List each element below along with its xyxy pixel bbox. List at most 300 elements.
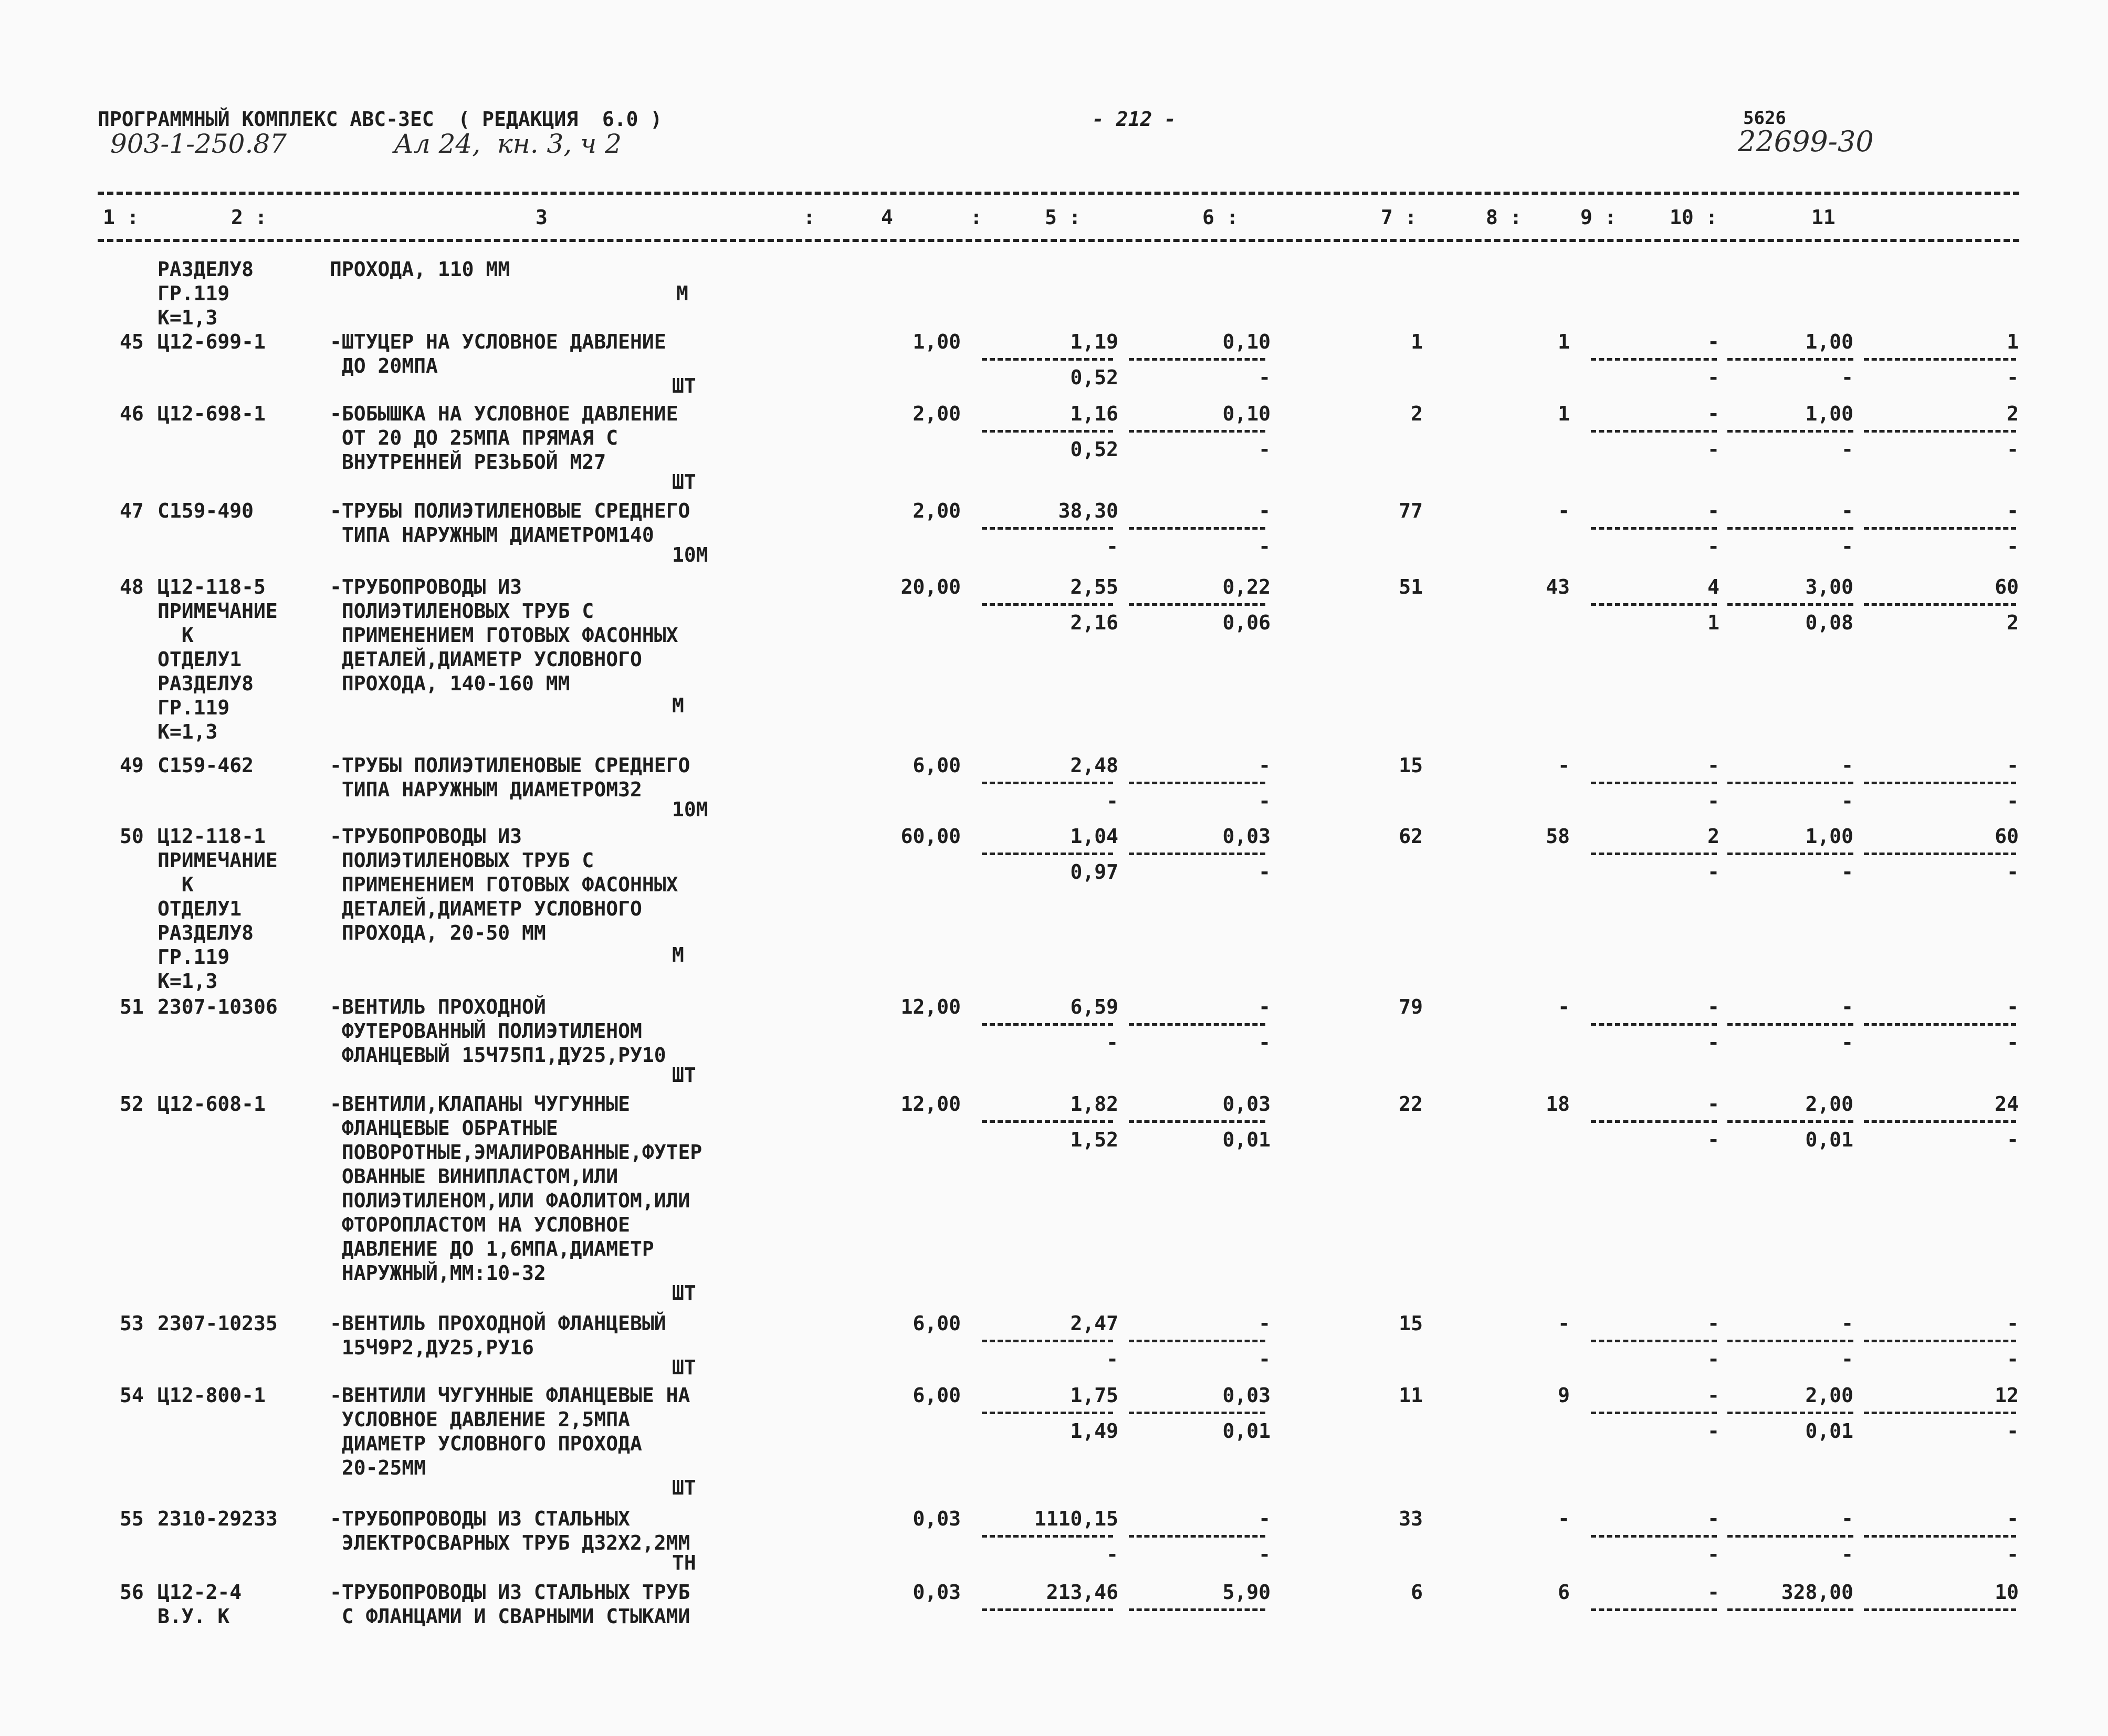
intro-left-3: К=1,3 <box>158 306 218 329</box>
cell-c6b: 0,01 <box>1222 1128 1271 1151</box>
cell-c6: - <box>1258 1312 1271 1335</box>
cell-c9b: - <box>1707 1543 1719 1566</box>
album-reference: Ал 24, кн. 3, ч 2 <box>394 129 622 159</box>
separator-c6 <box>1129 603 1265 606</box>
cell-c8: 43 <box>1546 575 1570 598</box>
row-unit: М <box>672 694 684 717</box>
row-code: 2307-10235 <box>158 1312 278 1335</box>
cell-c11b: - <box>2007 790 2019 813</box>
cell-c9b: - <box>1707 1419 1719 1443</box>
cell-c10b: - <box>1841 438 1853 461</box>
cell-c5b: 1,52 <box>1070 1128 1118 1151</box>
cell-c9: 4 <box>1707 575 1719 598</box>
header-bottom-rule <box>98 239 2019 242</box>
cell-c4: 60,00 <box>900 825 961 848</box>
row-description: ВНУТРЕННЕЙ РЕЗЬБОЙ М27 <box>330 450 606 474</box>
separator-c10 <box>1727 1340 1853 1342</box>
cell-c5: 213,46 <box>1046 1581 1118 1604</box>
cell-c5b: 1,49 <box>1070 1419 1118 1443</box>
row-description: -ВЕНТИЛЬ ПРОХОДНОЙ <box>330 995 546 1018</box>
row-description: -ВЕНТИЛИ ЧУГУННЫЕ ФЛАНЦЕВЫЕ НА <box>330 1384 690 1407</box>
cell-c9b: - <box>1707 366 1719 389</box>
separator-c11 <box>1864 430 2016 433</box>
cell-c5b: 0,97 <box>1070 860 1118 883</box>
separator-c5 <box>982 603 1113 606</box>
separator-c11 <box>1864 527 2016 530</box>
cell-c4: 2,00 <box>913 499 961 522</box>
top-rule <box>98 192 2019 195</box>
separator-c10 <box>1727 853 1853 855</box>
separator-c5 <box>982 853 1113 855</box>
cell-c8: - <box>1558 1507 1570 1530</box>
cell-c4: 0,03 <box>913 1507 961 1530</box>
row-left-note: РАЗДЕЛУ8 <box>158 672 254 695</box>
cell-c9: - <box>1707 1507 1719 1530</box>
separator-c5 <box>982 1340 1113 1342</box>
cell-c11: - <box>2007 1312 2019 1335</box>
cell-c4: 6,00 <box>913 1384 961 1407</box>
cell-c6: 5,90 <box>1222 1581 1271 1604</box>
row-description: ОВАННЫЕ ВИНИПЛАСТОМ,ИЛИ <box>330 1165 618 1188</box>
cell-c9b: - <box>1707 860 1719 883</box>
row-unit: М <box>672 943 684 966</box>
code-top: 5626 <box>1743 108 1786 129</box>
row-description: -ТРУБОПРОВОДЫ ИЗ <box>330 575 522 598</box>
row-description: УСЛОВНОЕ ДАВЛЕНИЕ 2,5МПА <box>330 1408 630 1431</box>
separator-c5 <box>982 1535 1113 1538</box>
separator-c5 <box>982 430 1113 433</box>
row-left-note: РАЗДЕЛУ8 <box>158 921 254 944</box>
row-number: 55 <box>120 1507 144 1530</box>
row-code: С159-462 <box>158 754 254 777</box>
row-unit: ШТ <box>672 1476 696 1499</box>
page-number: - 212 - <box>1092 108 1177 131</box>
column-header-3: 3 <box>536 206 548 229</box>
separator-c9 <box>1591 430 1717 433</box>
separator-c6 <box>1129 1340 1265 1342</box>
cell-c8: - <box>1558 499 1570 522</box>
cell-c7: 22 <box>1399 1092 1423 1116</box>
row-number: 49 <box>120 754 144 777</box>
separator-c9 <box>1591 853 1717 855</box>
cell-c7: 15 <box>1399 1312 1423 1335</box>
row-description: ФЛАНЦЕВЫЕ ОБРАТНЫЕ <box>330 1117 558 1140</box>
row-code: Ц12-699-1 <box>158 330 266 353</box>
row-unit: 10М <box>672 798 708 821</box>
cell-c6b: - <box>1258 1348 1271 1371</box>
cell-c4: 0,03 <box>913 1581 961 1604</box>
row-number: 48 <box>120 575 144 598</box>
row-number: 45 <box>120 330 144 353</box>
row-number: 54 <box>120 1384 144 1407</box>
separator-c10 <box>1727 527 1853 530</box>
cell-c8: 1 <box>1558 330 1570 353</box>
separator-c9 <box>1591 527 1717 530</box>
row-unit: ШТ <box>672 1356 696 1379</box>
separator-c9 <box>1591 782 1717 784</box>
cell-c6b: - <box>1258 438 1271 461</box>
row-left-note: ПРИМЕЧАНИЕ <box>158 849 278 872</box>
column-header-10: 8 : <box>1486 206 1522 229</box>
cell-c5: 1,04 <box>1070 825 1118 848</box>
separator-c6 <box>1129 1412 1265 1414</box>
row-number: 47 <box>120 499 144 522</box>
cell-c9b: - <box>1707 790 1719 813</box>
separator-c6 <box>1129 1608 1265 1611</box>
cell-c8: 9 <box>1558 1384 1570 1407</box>
cell-c7: 1 <box>1411 330 1423 353</box>
column-header-1: 1 : <box>103 206 139 229</box>
row-description: -ТРУБОПРОВОДЫ ИЗ <box>330 825 522 848</box>
cell-c6: - <box>1258 995 1271 1018</box>
cell-c6: - <box>1258 499 1271 522</box>
cell-c7: 15 <box>1399 754 1423 777</box>
column-header-6: : <box>970 206 982 229</box>
row-left-note: К=1,3 <box>158 970 218 993</box>
intro-unit: М <box>676 282 688 305</box>
cell-c11b: - <box>2007 438 2019 461</box>
cell-c8: - <box>1558 1312 1570 1335</box>
separator-c9 <box>1591 1023 1717 1026</box>
cell-c5b: 2,16 <box>1070 611 1118 634</box>
cell-c8: 58 <box>1546 825 1570 848</box>
cell-c10b: - <box>1841 535 1853 558</box>
cell-c9b: 1 <box>1707 611 1719 634</box>
row-description: ДИАМЕТР УСЛОВНОГО ПРОХОДА <box>330 1432 642 1455</box>
cell-c11b: - <box>2007 1128 2019 1151</box>
row-description: ТИПА НАРУЖНЫМ ДИАМЕТРОМ140 <box>330 523 654 546</box>
row-code: Ц12-2-4 <box>158 1581 242 1604</box>
column-header-5: 4 <box>881 206 893 229</box>
cell-c11: 60 <box>1995 825 2019 848</box>
separator-c6 <box>1129 358 1265 361</box>
cell-c10b: 0,08 <box>1805 611 1853 634</box>
cell-c5: 38,30 <box>1058 499 1118 522</box>
row-description: ЭЛЕКТРОСВАРНЫХ ТРУБ Д32Х2,2ММ <box>330 1531 690 1554</box>
column-header-8: 6 : <box>1202 206 1239 229</box>
cell-c11: - <box>2007 499 2019 522</box>
cell-c10: - <box>1841 995 1853 1018</box>
intro-left-1: РАЗДЕЛУ8 <box>158 258 254 281</box>
row-description: ПОЛИЭТИЛЕНОВЫХ ТРУБ С <box>330 599 594 623</box>
separator-c10 <box>1727 1023 1853 1026</box>
separator-c5 <box>982 782 1113 784</box>
separator-c10 <box>1727 1412 1853 1414</box>
separator-c11 <box>1864 782 2016 784</box>
cell-c6b: - <box>1258 366 1271 389</box>
row-number: 53 <box>120 1312 144 1335</box>
cell-c8: 1 <box>1558 402 1570 425</box>
cell-c11b: - <box>2007 1348 2019 1371</box>
intro-left-2: ГР.119 <box>158 282 230 305</box>
cell-c10: 2,00 <box>1805 1092 1853 1116</box>
cell-c5: 2,47 <box>1070 1312 1118 1335</box>
cell-c9: - <box>1707 330 1719 353</box>
cell-c9: - <box>1707 754 1719 777</box>
separator-c11 <box>1864 603 2016 606</box>
row-description: 15Ч9Р2,ДУ25,РУ16 <box>330 1336 534 1359</box>
separator-c6 <box>1129 1535 1265 1538</box>
row-description: ПОЛИЭТИЛЕНОМ,ИЛИ ФАОЛИТОМ,ИЛИ <box>330 1189 690 1212</box>
separator-c10 <box>1727 603 1853 606</box>
cell-c4: 12,00 <box>900 1092 961 1116</box>
doc-reference: 903-1-250.87 <box>110 129 287 159</box>
program-title: ПРОГРАММНЫЙ КОМПЛЕКС АВС-ЗЕС ( РЕДАКЦИЯ 6.0 ) <box>98 108 663 131</box>
column-header-13: 11 <box>1811 206 1836 229</box>
column-header-4: : <box>803 206 815 229</box>
row-description: ПОЛИЭТИЛЕНОВЫХ ТРУБ С <box>330 849 594 872</box>
row-code: Ц12-118-5 <box>158 575 266 598</box>
row-code: 2310-29233 <box>158 1507 278 1530</box>
cell-c9: - <box>1707 499 1719 522</box>
column-header-2: 2 : <box>231 206 267 229</box>
row-description: -БОБЫШКА НА УСЛОВНОЕ ДАВЛЕНИЕ <box>330 402 678 425</box>
cell-c9: - <box>1707 1384 1719 1407</box>
cell-c10b: 0,01 <box>1805 1419 1853 1443</box>
separator-c11 <box>1864 1120 2016 1123</box>
cell-c6: - <box>1258 754 1271 777</box>
separator-c5 <box>982 1120 1113 1123</box>
row-description: ПРИМЕНЕНИЕМ ГОТОВЫХ ФАСОННЫХ <box>330 873 678 896</box>
separator-c9 <box>1591 1340 1717 1342</box>
cell-c7: 62 <box>1399 825 1423 848</box>
row-description: ПРИМЕНЕНИЕМ ГОТОВЫХ ФАСОННЫХ <box>330 624 678 647</box>
row-description: ПРОХОДА, 20-50 ММ <box>330 921 546 944</box>
separator-c5 <box>982 1608 1113 1611</box>
cell-c6b: - <box>1258 1031 1271 1054</box>
code-bottom: 22699-30 <box>1738 125 1874 158</box>
separator-c5 <box>982 1023 1113 1026</box>
cell-c5: 1,75 <box>1070 1384 1118 1407</box>
row-description: -ВЕНТИЛЬ ПРОХОДНОЙ ФЛАНЦЕВЫЙ <box>330 1312 666 1335</box>
separator-c9 <box>1591 1535 1717 1538</box>
cell-c10b: - <box>1841 1543 1853 1566</box>
row-number: 50 <box>120 825 144 848</box>
cell-c6b: - <box>1258 790 1271 813</box>
cell-c11: 24 <box>1995 1092 2019 1116</box>
cell-c4: 20,00 <box>900 575 961 598</box>
row-description: ДЕТАЛЕЙ,ДИАМЕТР УСЛОВНОГО <box>330 897 642 920</box>
cell-c9b: - <box>1707 1348 1719 1371</box>
cell-c11b: 2 <box>2007 611 2019 634</box>
cell-c9b: - <box>1707 1128 1719 1151</box>
cell-c7: 6 <box>1411 1581 1423 1604</box>
cell-c6b: - <box>1258 535 1271 558</box>
cell-c10b: - <box>1841 1348 1853 1371</box>
cell-c11: 1 <box>2007 330 2019 353</box>
cell-c4: 1,00 <box>913 330 961 353</box>
cell-c10: - <box>1841 1312 1853 1335</box>
separator-c6 <box>1129 1120 1265 1123</box>
row-left-note: ОТДЕЛУ1 <box>158 648 242 671</box>
cell-c9: - <box>1707 995 1719 1018</box>
row-description: -ШТУЦЕР НА УСЛОВНОЕ ДАВЛЕНИЕ <box>330 330 666 353</box>
row-unit: ТН <box>672 1551 696 1574</box>
row-description: -ВЕНТИЛИ,КЛАПАНЫ ЧУГУННЫЕ <box>330 1092 630 1116</box>
cell-c9: - <box>1707 402 1719 425</box>
cell-c10: 2,00 <box>1805 1384 1853 1407</box>
row-description: -ТРУБЫ ПОЛИЭТИЛЕНОВЫЕ СРЕДНЕГО <box>330 499 690 522</box>
row-description: ДО 20МПА <box>330 354 438 377</box>
cell-c5: 6,59 <box>1070 995 1118 1018</box>
cell-c11b: - <box>2007 366 2019 389</box>
row-left-note: К <box>158 873 194 896</box>
column-header-9: 7 : <box>1381 206 1417 229</box>
row-unit: ШТ <box>672 1281 696 1304</box>
cell-c5: 1,82 <box>1070 1092 1118 1116</box>
separator-c10 <box>1727 358 1853 361</box>
cell-c5b: - <box>1106 1543 1118 1566</box>
row-unit: 10М <box>672 543 708 566</box>
row-description: -ТРУБОПРОВОДЫ ИЗ СТАЛЬНЫХ ТРУБ <box>330 1581 690 1604</box>
separator-c6 <box>1129 853 1265 855</box>
cell-c5: 2,55 <box>1070 575 1118 598</box>
cell-c6: 0,03 <box>1222 825 1271 848</box>
cell-c7: 11 <box>1399 1384 1423 1407</box>
separator-c6 <box>1129 430 1265 433</box>
row-description: -ТРУБОПРОВОДЫ ИЗ СТАЛЬНЫХ <box>330 1507 630 1530</box>
cell-c5b: - <box>1106 1348 1118 1371</box>
cell-c4: 2,00 <box>913 402 961 425</box>
separator-c11 <box>1864 1608 2016 1611</box>
separator-c11 <box>1864 1535 2016 1538</box>
cell-c9b: - <box>1707 438 1719 461</box>
cell-c10: 1,00 <box>1805 330 1853 353</box>
cell-c11b: - <box>2007 860 2019 883</box>
cell-c4: 6,00 <box>913 1312 961 1335</box>
cell-c9: - <box>1707 1312 1719 1335</box>
cell-c5b: 0,52 <box>1070 366 1118 389</box>
separator-c9 <box>1591 358 1717 361</box>
cell-c11: 60 <box>1995 575 2019 598</box>
cell-c4: 12,00 <box>900 995 961 1018</box>
cell-c7: 33 <box>1399 1507 1423 1530</box>
cell-c10b: - <box>1841 860 1853 883</box>
row-left-note: В.У. К <box>158 1605 230 1628</box>
column-header-11: 9 : <box>1580 206 1617 229</box>
intro-desc: ПРОХОДА, 110 ММ <box>330 258 510 281</box>
row-description: -ТРУБЫ ПОЛИЭТИЛЕНОВЫЕ СРЕДНЕГО <box>330 754 690 777</box>
cell-c6: 0,10 <box>1222 330 1271 353</box>
row-unit: ШТ <box>672 374 696 397</box>
separator-c5 <box>982 358 1113 361</box>
row-description: ПРОХОДА, 140-160 ММ <box>330 672 570 695</box>
row-description: ПОВОРОТНЫЕ,ЭМАЛИРОВАННЫЕ,ФУТЕР <box>330 1141 702 1164</box>
row-description: НАРУЖНЫЙ,ММ:10-32 <box>330 1261 546 1285</box>
column-header-12: 10 : <box>1670 206 1718 229</box>
cell-c11: 10 <box>1995 1581 2019 1604</box>
row-description: ДЕТАЛЕЙ,ДИАМЕТР УСЛОВНОГО <box>330 648 642 671</box>
cell-c11b: - <box>2007 1419 2019 1443</box>
separator-c11 <box>1864 1340 2016 1342</box>
cell-c7: 77 <box>1399 499 1423 522</box>
row-code: Ц12-800-1 <box>158 1384 266 1407</box>
cell-c9: - <box>1707 1092 1719 1116</box>
row-left-note: ГР.119 <box>158 945 230 969</box>
cell-c4: 6,00 <box>913 754 961 777</box>
cell-c11: - <box>2007 995 2019 1018</box>
cell-c11: 2 <box>2007 402 2019 425</box>
cell-c8: 18 <box>1546 1092 1570 1116</box>
cell-c5: 2,48 <box>1070 754 1118 777</box>
cell-c10: 1,00 <box>1805 402 1853 425</box>
row-number: 52 <box>120 1092 144 1116</box>
row-left-note: ОТДЕЛУ1 <box>158 897 242 920</box>
cell-c10: 3,00 <box>1805 575 1853 598</box>
row-unit: ШТ <box>672 470 696 493</box>
separator-c9 <box>1591 603 1717 606</box>
cell-c10: - <box>1841 499 1853 522</box>
separator-c6 <box>1129 782 1265 784</box>
row-number: 56 <box>120 1581 144 1604</box>
cell-c8: - <box>1558 995 1570 1018</box>
row-code: С159-490 <box>158 499 254 522</box>
cell-c10: 1,00 <box>1805 825 1853 848</box>
row-code: Ц12-608-1 <box>158 1092 266 1116</box>
row-description: 20-25ММ <box>330 1456 426 1479</box>
cell-c11: - <box>2007 1507 2019 1530</box>
row-description: ОТ 20 ДО 25МПА ПРЯМАЯ С <box>330 426 618 449</box>
row-left-note: К=1,3 <box>158 720 218 743</box>
column-header-7: 5 : <box>1045 206 1081 229</box>
cell-c11b: - <box>2007 1543 2019 1566</box>
cell-c6: - <box>1258 1507 1271 1530</box>
row-left-note: ПРИМЕЧАНИЕ <box>158 599 278 623</box>
cell-c8: 6 <box>1558 1581 1570 1604</box>
cell-c6b: 0,01 <box>1222 1419 1271 1443</box>
row-number: 51 <box>120 995 144 1018</box>
cell-c5: 1,16 <box>1070 402 1118 425</box>
row-code: 2307-10306 <box>158 995 278 1018</box>
separator-c9 <box>1591 1120 1717 1123</box>
cell-c10b: - <box>1841 1031 1853 1054</box>
cell-c11: - <box>2007 754 2019 777</box>
cell-c5b: - <box>1106 790 1118 813</box>
cell-c5b: - <box>1106 535 1118 558</box>
cell-c7: 51 <box>1399 575 1423 598</box>
cell-c10: 328,00 <box>1781 1581 1853 1604</box>
row-description: ТИПА НАРУЖНЫМ ДИАМЕТРОМ32 <box>330 778 642 801</box>
row-number: 46 <box>120 402 144 425</box>
separator-c11 <box>1864 358 2016 361</box>
cell-c11b: - <box>2007 535 2019 558</box>
row-description: ФЛАНЦЕВЫЙ 15Ч75П1,ДУ25,РУ10 <box>330 1044 666 1067</box>
cell-c6b: 0,06 <box>1222 611 1271 634</box>
cell-c9: 2 <box>1707 825 1719 848</box>
cell-c7: 79 <box>1399 995 1423 1018</box>
cell-c5b: 0,52 <box>1070 438 1118 461</box>
cell-c5: 1110,15 <box>1034 1507 1118 1530</box>
cell-c9b: - <box>1707 535 1719 558</box>
separator-c10 <box>1727 1535 1853 1538</box>
separator-c6 <box>1129 1023 1265 1026</box>
separator-c6 <box>1129 527 1265 530</box>
row-code: Ц12-698-1 <box>158 402 266 425</box>
row-left-note: К <box>158 624 194 647</box>
separator-c10 <box>1727 1120 1853 1123</box>
separator-c9 <box>1591 1412 1717 1414</box>
cell-c9: - <box>1707 1581 1719 1604</box>
separator-c10 <box>1727 430 1853 433</box>
cell-c8: - <box>1558 754 1570 777</box>
row-left-note: ГР.119 <box>158 696 230 719</box>
separator-c11 <box>1864 1023 2016 1026</box>
cell-c6: 0,03 <box>1222 1092 1271 1116</box>
cell-c10b: - <box>1841 790 1853 813</box>
cell-c6: 0,10 <box>1222 402 1271 425</box>
cell-c10b: 0,01 <box>1805 1128 1853 1151</box>
cell-c5: 1,19 <box>1070 330 1118 353</box>
